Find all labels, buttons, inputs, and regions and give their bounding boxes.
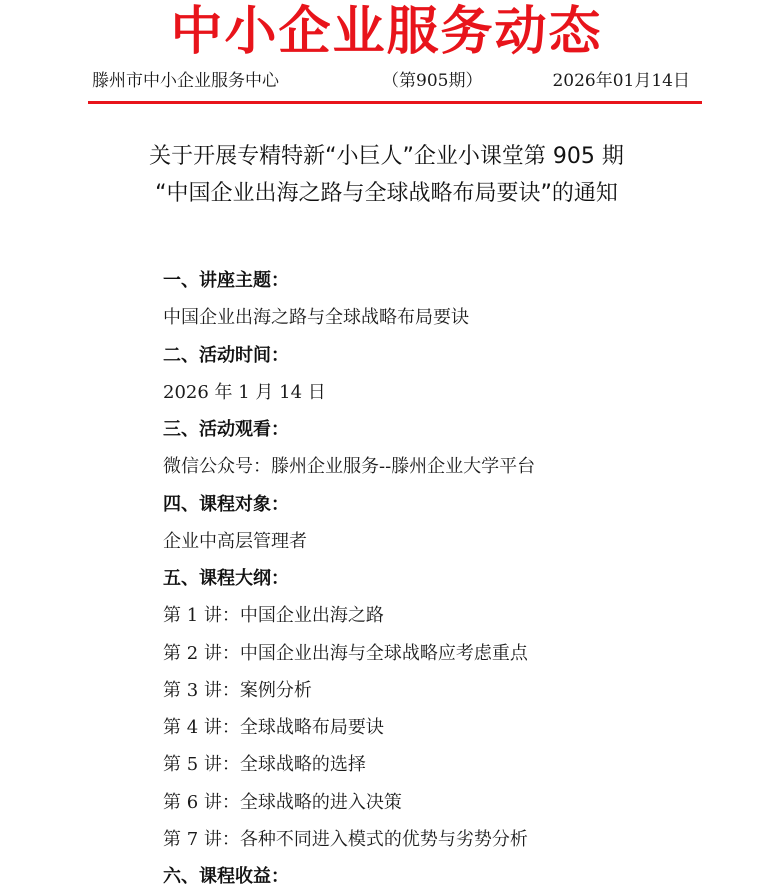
section-heading-outline: 五、课程大纲： (163, 568, 289, 589)
outline-item: 第 1 讲：中国企业出海之路 (163, 605, 384, 627)
outline-item: 第 7 讲：各种不同进入模式的优势与劣势分析 (163, 828, 528, 850)
section-heading-topic: 一、讲座主题： (163, 270, 289, 291)
section-heading-watch: 三、活动观看： (163, 419, 289, 440)
time-value: 2026 年 1 月 14 日 (163, 381, 326, 403)
issue-number: （第905期） (382, 71, 483, 91)
outline-item: 第 4 讲：全球战略布局要诀 (163, 717, 384, 738)
section-heading-benefits: 六、课程收益： (163, 866, 289, 887)
audience-value: 企业中高层管理者 (163, 530, 307, 552)
watch-value: 微信公众号：滕州企业服务--滕州企业大学平台 (163, 456, 536, 478)
outline-item: 第 5 讲：全球战略的选择 (163, 754, 366, 776)
notice-body (163, 262, 743, 895)
outline-item: 第 3 讲：案例分析 (163, 679, 312, 701)
issuing-organization: 滕州市中小企业服务中心 (92, 71, 279, 91)
topic-value: 中国企业出海之路与全球战略布局要诀 (163, 307, 469, 329)
issue-date: 2026年01月14日 (552, 71, 690, 91)
notice-title-line-1: 关于开展专精特新“小巨人”企业小课堂第 905 期 (149, 144, 624, 169)
outline-item: 第 2 讲：中国企业出海与全球战略应考虑重点 (163, 642, 528, 664)
section-heading-audience: 四、课程对象： (163, 493, 289, 515)
outline-item: 第 6 讲：全球战略的进入决策 (163, 791, 402, 813)
section-heading-time: 二、活动时间： (163, 344, 289, 366)
newsletter-masthead-title: 中小企业服务动态 (170, 2, 603, 62)
masthead-red-divider (88, 101, 702, 104)
notice-title-line-2: “中国企业出海之路与全球战略布局要诀”的通知 (155, 181, 618, 206)
masthead-meta-line (92, 66, 702, 96)
